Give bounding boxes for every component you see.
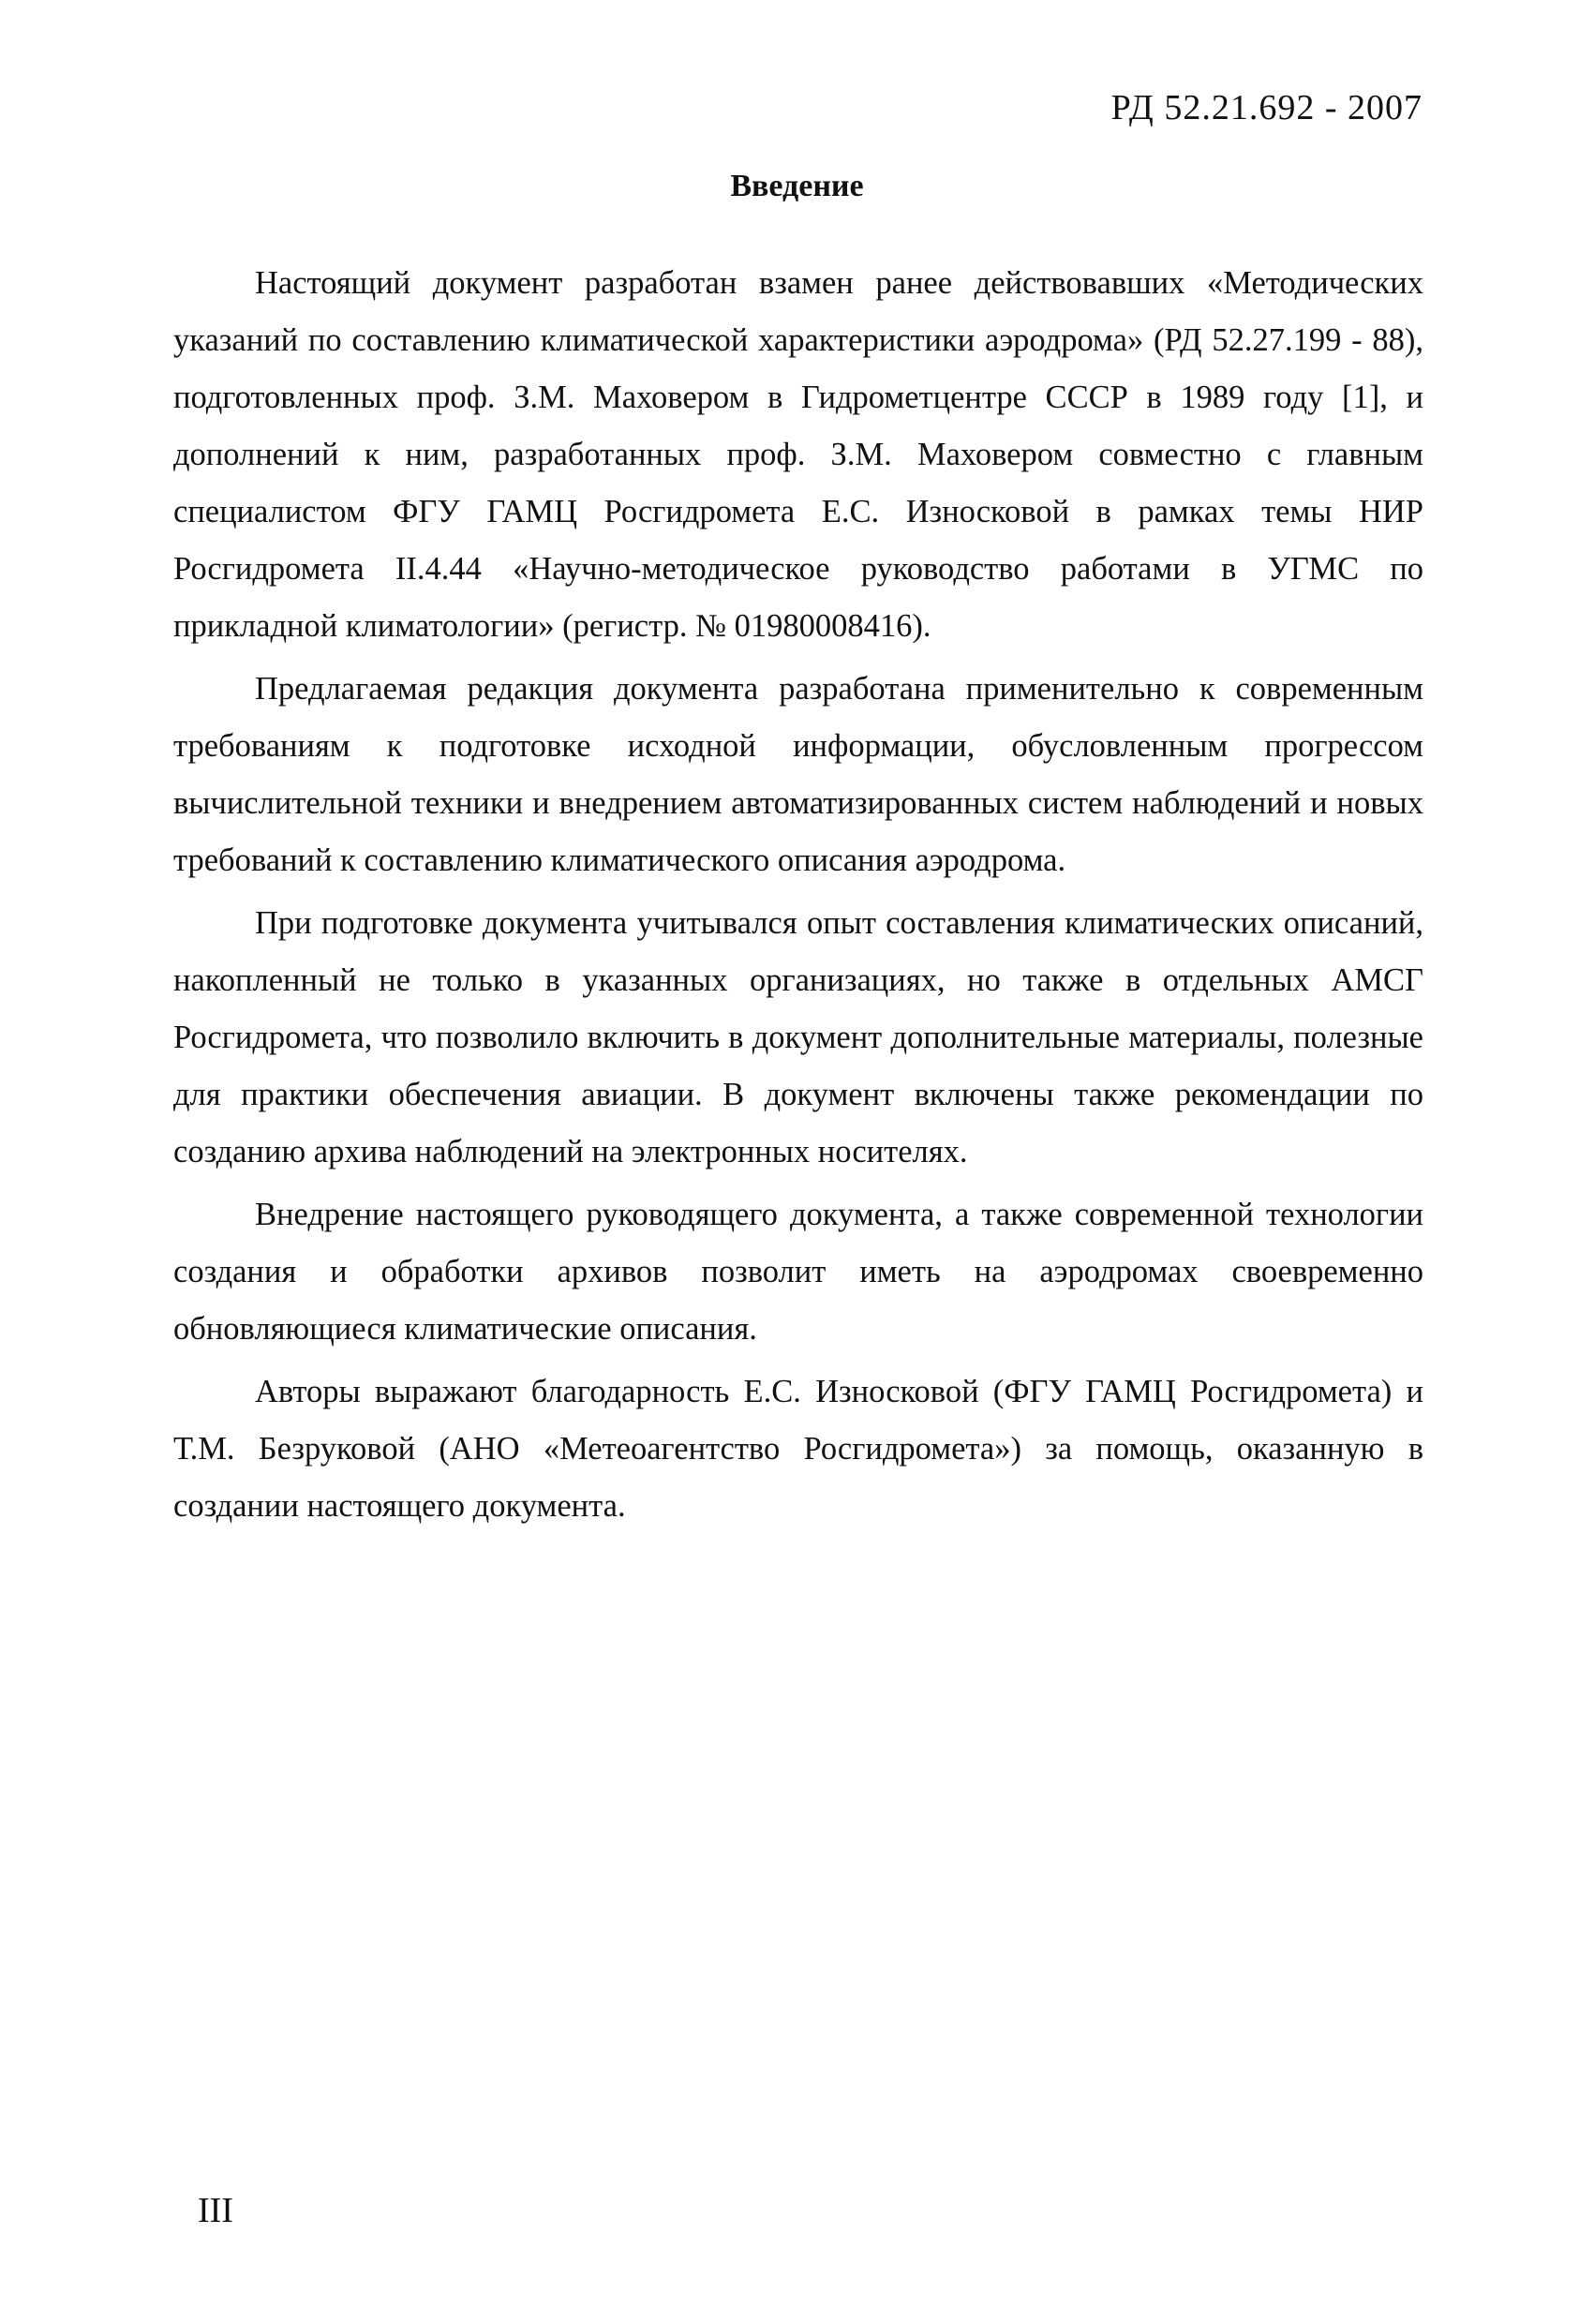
paragraph-4: Внедрение настоящего руководящего документа, а также современной технологии создания и обработки архивов позволит иметь на аэродромах своевременно обновляющиеся климатические описания.	[173, 1197, 1423, 1347]
paragraph-5: Авторы выражают благодарность Е.С. Износковой (ФГУ ГАМЦ Росгидромета) и Т.М. Безруковой (АНО «Метеоагентство Росгидромета») за помощь, оказанную в создании настоящего документа.	[173, 1374, 1423, 1524]
paragraph-1: Настоящий документ разработан взамен ранее действовавших «Методических указаний по составлению климатической характеристики аэродрома» (РД 52.27.199 - 88), подготовленных проф. З.М. Маховером в Гидрометцентре СССР в 1989 году [1], и дополнений к ним, разработанных проф. З.М. Маховером совместно с главным специалистом ФГУ ГАМЦ Росгидромета Е.С. Износковой в рамках темы НИР Росгидромета II.4.44 «Научно-методическое руководство работами в УГМС по прикладной климатологии» (регистр. № 01980008416).	[173, 265, 1423, 644]
paragraph-3: При подготовке документа учитывался опыт составления климатических описаний, накопленный не только в указанных организациях, но также в отдельных АМСГ Росгидромета, что позволило включить в документ дополнительные материалы, полезные для практики обеспечения авиации. В документ включены также рекомендации по созданию архива наблюдений на электронных носителях.	[173, 905, 1423, 1169]
page-number: III	[198, 2191, 233, 2230]
body-text	[173, 255, 1423, 1541]
paragraph-2: Предлагаемая редакция документа разработана применительно к современным требованиям к подготовке исходной информации, обусловленным прогрессом вычислительной техники и внедрением автоматизированных систем наблюдений и новых требований к составлению климатического описания аэродрома.	[173, 671, 1423, 878]
document-code: РД 52.21.692 - 2007	[1110, 88, 1423, 127]
section-title: Введение	[730, 169, 864, 203]
